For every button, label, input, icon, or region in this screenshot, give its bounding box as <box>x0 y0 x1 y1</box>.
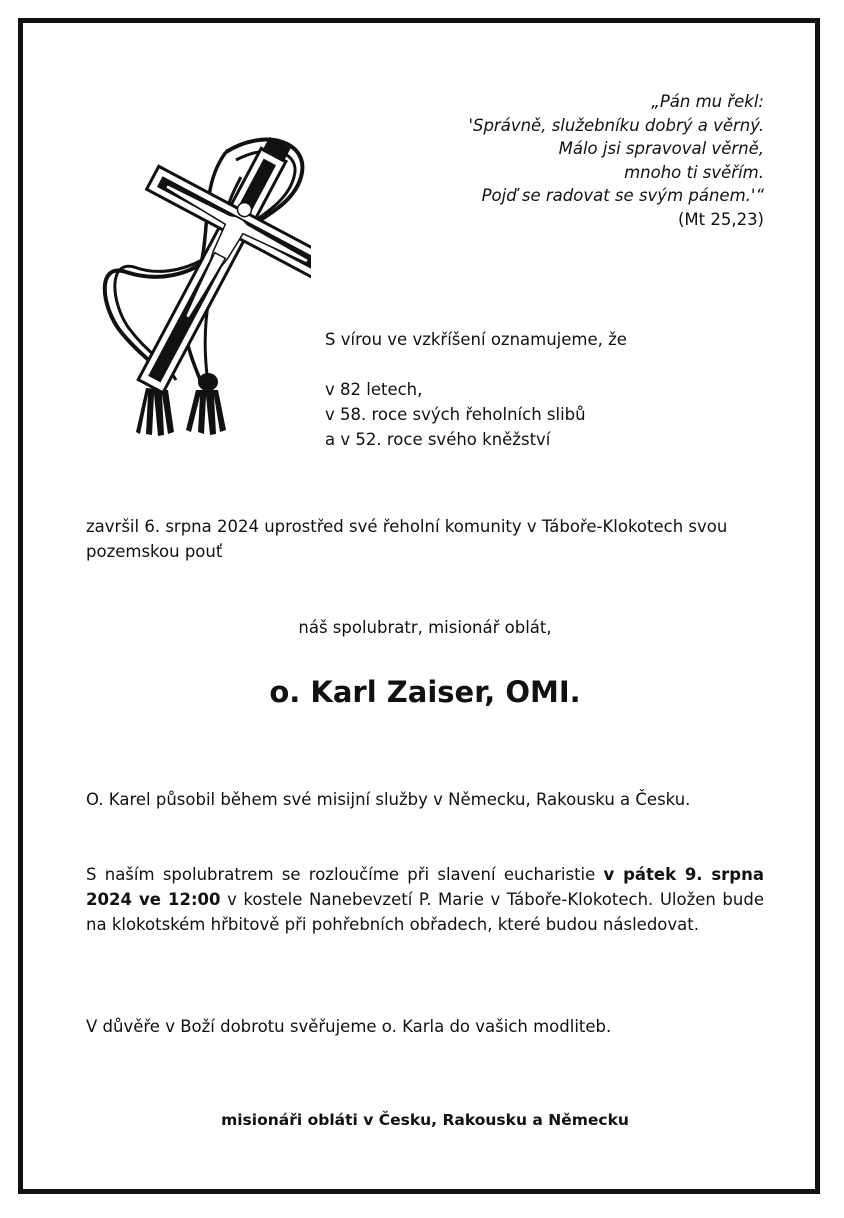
funeral-text-after: v kostele Nanebevzetí P. Marie v Táboře-Klokotech. Uložen bude na klokotském hřbitově při pohřebních obřadech, které budou následovat. <box>86 890 764 934</box>
passing-paragraph: završil 6. srpna 2024 uprostřed své řeholní komunity v Táboře-Klokotech svou pozemskou pouť <box>86 517 728 561</box>
designation-line: náš spolubratr, misionář oblát, <box>298 618 552 637</box>
deceased-name: o. Karl Zaiser, OMI. <box>269 675 581 709</box>
funeral-paragraph <box>86 862 764 937</box>
vows-line: v 58. roce svých řeholních slibů <box>325 405 586 424</box>
quote-reference: (Mt 25,23) <box>677 209 764 229</box>
quote-line-5: Pojď se radovat se svým pánem.'“ <box>481 186 764 205</box>
quote-line-4: mnoho ti svěřím. <box>624 162 764 182</box>
quote-line-1: „Pán mu řekl: <box>651 92 764 111</box>
service-paragraph: O. Karel působil během své misijní služby v Německu, Rakousku a Česku. <box>86 790 691 809</box>
priesthood-line: a v 52. roce svého kněžství <box>325 430 551 449</box>
announcement-block <box>325 327 627 452</box>
bible-quote <box>344 90 764 231</box>
prayer-paragraph: V důvěře v Boží dobrotu svěřujeme o. Karla do vašich modliteb. <box>86 1017 612 1036</box>
age-line: v 82 letech, <box>325 380 423 399</box>
funeral-text-before: S naším spolubratrem se rozloučíme při slavení eucharistie <box>86 865 604 884</box>
quote-line-3: Málo jsi spravoval věrně, <box>558 139 764 158</box>
signature: misionáři obláti v Česku, Rakousku a Německu <box>221 1111 629 1129</box>
funeral-datetime: v pátek 9. srpna 2024 ve 12:00 <box>86 865 764 909</box>
quote-line-2: 'Správně, služebníku dobrý a věrný. <box>468 115 764 135</box>
announcement-line: S vírou ve vzkříšení oznamujeme, že <box>325 330 627 349</box>
crucifix-icon <box>96 132 311 440</box>
